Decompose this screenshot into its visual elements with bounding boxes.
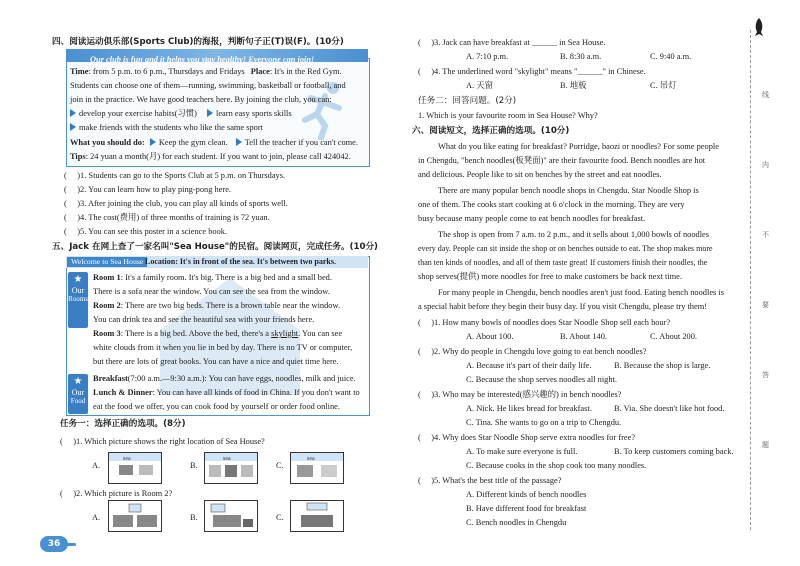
club-bullet-line: make friends with the students who like the same sport: [70, 122, 263, 133]
mc-question-5: ( )5. What's the best title of the passage?: [418, 476, 562, 485]
rail-char: 线: [762, 91, 769, 99]
lunch-dinner-text: Lunch & Dinner: You can have all kinds of food in China. If you don't want to: [93, 388, 360, 397]
binding-margin-line: [750, 30, 752, 530]
passage-line: The shop is open from 7 a.m. to 2 p.m., and it sells about 1,000 bowls of noodles: [438, 230, 709, 239]
mc-option: B. Have different food for breakfast: [466, 504, 587, 513]
mc-option: B. To keep customers coming back.: [614, 447, 734, 456]
question-4-option: B. 地板: [560, 81, 587, 90]
mc-option: A. Different kinds of bench noodles: [466, 490, 587, 499]
location-line: Location: It's in front of the sea. It's between two parks.: [145, 257, 336, 266]
option-b-label: B.: [190, 513, 198, 522]
rail-char: 要: [762, 301, 769, 309]
tf-item-5: ( )5. You can see this poster in a science book.: [64, 227, 228, 236]
option-b-label: B.: [190, 461, 198, 470]
arrow-icon: [150, 138, 156, 146]
breakfast-text: Breakfast(7:00 a.m.—9:30 a.m.): You can have eggs, noodles, milk and juice.: [93, 374, 356, 383]
club-tips-line: Tips: 24 yuan a month(月) for each student. If you want to join, please call 424042.: [70, 152, 351, 161]
mc-option: C. About 200.: [650, 332, 697, 341]
club-rules-line: What you should do: Keep the gym clean. Tell the teacher if you can't come.: [70, 138, 358, 147]
passage-line: and delicious. People like to sit on benches by the street and eat noodles.: [418, 170, 662, 179]
question-3-option: C. 9:40 a.m.: [650, 52, 692, 61]
rocket-icon: [752, 18, 766, 36]
tab-our-rooms[interactable]: ★ Our Rooms: [68, 272, 88, 328]
location-picture-c[interactable]: [290, 452, 344, 484]
room-3-text: white clouds from it when you lie in bed by day. There is no TV or computer,: [93, 343, 353, 352]
room-picture-a[interactable]: [108, 500, 162, 532]
task-2-question: 1. Which is your favourite room in Sea House? Why?: [418, 111, 598, 120]
mc-option: A. Because it's part of their daily life.: [466, 361, 592, 370]
section-4-title: 四、阅读运动俱乐部(Sports Club)的海报，判断句子正(T)误(F)。(10分): [52, 37, 344, 47]
passage-line: For many people in Chengdu, bench noodles aren't just food. Eating bench noodles is: [438, 288, 724, 297]
tf-item-2: ( )2. You can learn how to play ping-pong here.: [64, 185, 231, 194]
mc-option: C. Bench noodles in Chengdu: [466, 518, 567, 527]
option-c-label: C.: [276, 513, 284, 522]
question-3-option: B. 8:30 a.m.: [560, 52, 602, 61]
room-1-text: There is a sofa near the window. You can see the sea from the window.: [93, 287, 330, 296]
club-bullet-line: develop your exercise habits(习惯) learn easy sports skills: [70, 108, 292, 119]
mc-question-3: ( )3. Who may be interested(感兴趣的) in bench noodles?: [418, 390, 622, 399]
question-1: ( )1. Which picture shows the right location of Sea House?: [60, 437, 265, 446]
rail-char: 不: [762, 231, 769, 239]
mc-option: B. About 140.: [560, 332, 607, 341]
mc-question-1: ( )1. How many bowls of noodles does Star Noodle Shop sell each hour?: [418, 318, 671, 327]
section-6-title: 六、阅读短文，选择正确的选项。(10分): [412, 126, 570, 136]
mc-question-4: ( )4. Why does Star Noodle Shop serve extra noodles for free?: [418, 433, 636, 442]
arrow-icon: [70, 123, 76, 131]
question-2: ( )2. Which picture is Room 2?: [60, 489, 173, 498]
tab-our-food[interactable]: ★ Our Food: [68, 374, 88, 414]
star-icon: ★: [73, 274, 83, 285]
club-time-line: Time: from 5 p.m. to 6 p.m., Thursdays and Fridays Place: It's in the Red Gym.: [70, 67, 342, 76]
svg-text:sea: sea: [123, 456, 131, 462]
mc-option: A. To make sure everyone is full.: [466, 447, 578, 456]
question-3: ( )3. Jack can have breakfast at ______ in Sea House.: [418, 38, 606, 47]
section-5-title: 五、Jack 在网上查了一家名叫"Sea House"的民宿。阅读网页，完成任务。(10分): [52, 242, 378, 252]
option-a-label: A.: [92, 461, 101, 470]
club-text-line: Students can choose one of them—running, swimming, basketball or football, and: [70, 81, 346, 90]
room-2-text: Room 2: There are two big beds. There is a brown table near the window.: [93, 301, 341, 310]
question-4: ( )4. The underlined word "skylight" means "______" in Chinese.: [418, 67, 646, 76]
task-2-title: 任务二：回答问题。(2分): [418, 96, 517, 106]
svg-text:sea: sea: [223, 456, 231, 462]
question-3-option: A. 7:10 p.m.: [466, 52, 509, 61]
rail-char: 答: [762, 371, 769, 379]
svg-text:sea: sea: [307, 456, 315, 462]
webpage-title: Welcome to Sea House: [67, 257, 147, 267]
lunch-dinner-text: eat the food we offer, you can cook food by yourself or order food online.: [93, 402, 340, 411]
tf-item-1: ( )1. Students can go to the Sports Club at 5 p.m. on Thursdays.: [64, 171, 286, 180]
passage-line: busy because many people come to eat bench noodles for breakfast.: [418, 214, 646, 223]
mc-option: B. Because the shop is large.: [614, 361, 711, 370]
mc-option: A. Nick. He likes bread for breakfast.: [466, 404, 592, 413]
passage-line: every day. People can sit inside the shop or on benches outside to eat. The shop makes more: [418, 244, 713, 253]
passage-line: one of them. The cooks start cooking at 6 o'clock in the morning. They are very: [418, 200, 685, 209]
location-picture-b[interactable]: [204, 452, 258, 484]
mc-option: C. Because the shop serves noodles all night.: [466, 375, 617, 384]
arrow-icon: [70, 109, 76, 117]
room-2-text: You can drink tea and see the beautiful sea with your friends here.: [93, 315, 315, 324]
passage-line: What do you like eating for breakfast? Porridge, baozi or noodles? For some people: [438, 142, 719, 151]
room-picture-c[interactable]: [290, 500, 344, 532]
mc-question-2: ( )2. Why do people in Chengdu love going to eat bench noodles?: [418, 347, 647, 356]
question-4-option: A. 天窗: [466, 81, 493, 90]
tf-item-3: ( )3. After joining the club, you can play all kinds of sports well.: [64, 199, 288, 208]
room-1-text: Room 1: It's a family room. It's big. There is a big bed and a small bed.: [93, 273, 332, 282]
arrow-icon: [207, 109, 213, 117]
task-1-title: 任务一：选择正确的选项。(8分): [60, 419, 186, 429]
room-3-text: Room 3: There is a big bed. Above the bed, there's a skylight. You can see: [93, 329, 343, 338]
rail-char: 内: [762, 161, 769, 169]
page-number-decoration: [66, 543, 76, 546]
mc-option: A. About 100.: [466, 332, 514, 341]
mc-option: B. Via. She doesn't like hot food.: [614, 404, 725, 413]
room-3-text: but there are lots of great books. You can have a nice and quiet time here.: [93, 357, 339, 366]
option-c-label: C.: [276, 461, 284, 470]
arrow-icon: [236, 138, 242, 146]
passage-line: in Chengdu, "bench noodles(板凳面)" are their favourite food. Bench noodles are hot: [418, 156, 706, 165]
option-a-label: A.: [92, 513, 101, 522]
club-text-line: join in the practice. We have good teachers here. By joining the club, you can:: [70, 95, 332, 104]
passage-line: shop serves(提供) more noodles for free to make customers be back next time.: [418, 272, 682, 281]
room-picture-b[interactable]: [204, 500, 258, 532]
mc-option: C. Because cooks in the shop cook too many noodles.: [466, 461, 647, 470]
star-icon: ★: [73, 376, 83, 387]
question-4-option: C. 吊灯: [650, 81, 677, 90]
poster-banner: Our club is fun and it helps you stay healthy! Everyone can join!: [66, 49, 368, 62]
passage-line: There are many popular bench noodle shops in Chengdu. Star Noodle Shop is: [438, 186, 699, 195]
rail-char: 题: [762, 441, 769, 449]
mc-option: C. Tina. She wants to go on a trip to Chengdu.: [466, 418, 622, 427]
location-picture-a[interactable]: [108, 452, 162, 484]
tf-item-4: ( )4. The cost(费用) of three months of training is 72 yuan.: [64, 213, 270, 222]
page-number: 36: [40, 536, 68, 552]
passage-line: than ten kinds of noodles, and all of them taste great! If customers finish their noodles, the: [418, 258, 708, 267]
passage-line: a special habit before they begin their busy day. If you visit Chengdu, please try them!: [418, 302, 708, 311]
